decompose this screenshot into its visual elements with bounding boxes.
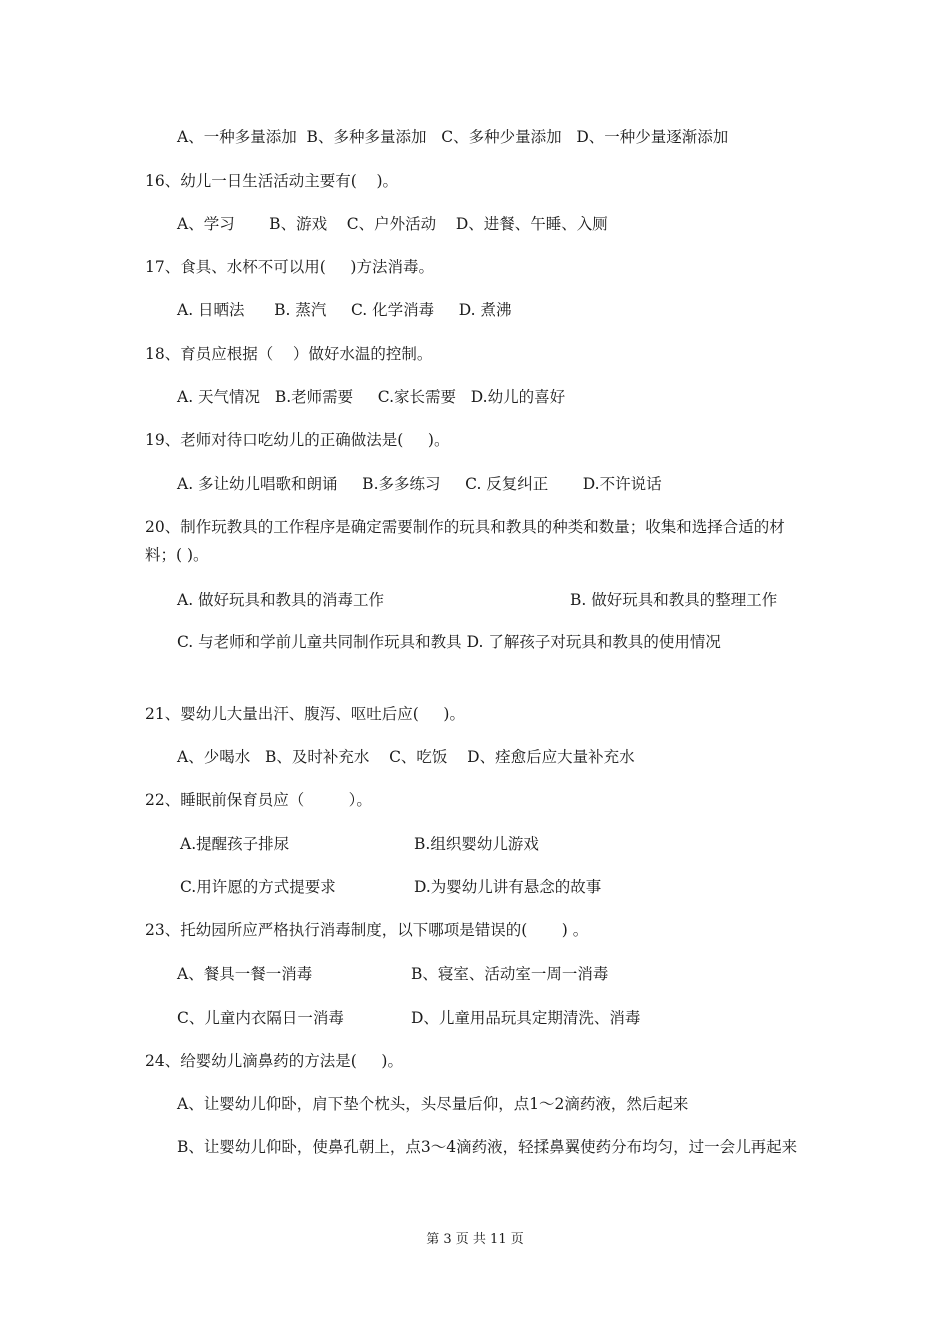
question-22-option-d: D.为婴幼儿讲有悬念的故事 xyxy=(414,878,602,896)
question-24-stem: 24、给婴幼儿滴鼻药的方法是( )。 xyxy=(145,1052,403,1070)
question-22-option-b: B.组织婴幼儿游戏 xyxy=(414,835,539,853)
question-20-option-a: A. 做好玩具和教具的消毒工作 xyxy=(177,591,385,609)
question-22-option-a: A.提醒孩子排尿 xyxy=(180,835,290,853)
question-19-stem: 19、老师对待口吃幼儿的正确做法是( )。 xyxy=(145,431,450,449)
question-22-option-c: C.用许愿的方式提要求 xyxy=(180,878,336,896)
question-21-stem: 21、婴幼儿大量出汗、腹泻、呕吐后应( )。 xyxy=(145,705,465,723)
question-20-stem: 20、制作玩教具的工作程序是确定需要制作的玩具和教具的种类和数量；收集和选择合适的材料；( )。 xyxy=(145,518,785,564)
question-20-option-b: B. 做好玩具和教具的整理工作 xyxy=(570,591,778,609)
question-23-option-b: B、寝室、活动室一周一消毒 xyxy=(411,965,609,983)
question-19-options: A. 多让幼儿唱歌和朗诵 B.多多练习 C. 反复纠正 D.不许说话 xyxy=(177,475,662,493)
question-22-stem: 22、睡眠前保育员应（ ）。 xyxy=(145,791,372,809)
question-16-options: A、学习 B、游戏 C、户外活动 D、进餐、午睡、入厕 xyxy=(177,215,608,233)
question-18-options: A. 天气情况 B.老师需要 C.家长需要 D.幼儿的喜好 xyxy=(177,388,566,406)
question-21-options: A、少喝水 B、及时补充水 C、吃饭 D、痊愈后应大量补充水 xyxy=(177,748,635,766)
question-24-option-a: A、让婴幼儿仰卧，肩下垫个枕头，头尽量后仰，点1～2滴药液，然后起来 xyxy=(177,1095,689,1113)
question-23-option-d: D、儿童用品玩具定期清洗、消毒 xyxy=(411,1009,641,1027)
question-20-option-cd: C. 与老师和学前儿童共同制作玩具和教具 D. 了解孩子对玩具和教具的使用情况 xyxy=(177,633,721,651)
question-17-options: A. 日晒法 B. 蒸汽 C. 化学消毒 D. 煮沸 xyxy=(177,301,512,319)
question-17-stem: 17、食具、水杯不可以用( )方法消毒。 xyxy=(145,258,434,276)
question-24-option-b: B、让婴幼儿仰卧，使鼻孔朝上，点3～4滴药液，轻揉鼻翼使药分布均匀，过一会儿再起来 xyxy=(177,1138,798,1156)
question-23-option-a: A、餐具一餐一消毒 xyxy=(177,965,313,983)
question-23-option-c: C、儿童内衣隔日一消毒 xyxy=(177,1009,344,1027)
question-16-stem: 16、幼儿一日生活活动主要有( )。 xyxy=(145,172,399,190)
page-footer: 第 3 页 共 11 页 xyxy=(426,1232,524,1247)
question-23-stem: 23、托幼园所应严格执行消毒制度，以下哪项是错误的( ) 。 xyxy=(145,921,589,939)
question-18-stem: 18、育员应根据（ ）做好水温的控制。 xyxy=(145,345,433,363)
question-15-options: A、一种多量添加 B、多种多量添加 C、多种少量添加 D、一种少量逐渐添加 xyxy=(177,128,729,146)
